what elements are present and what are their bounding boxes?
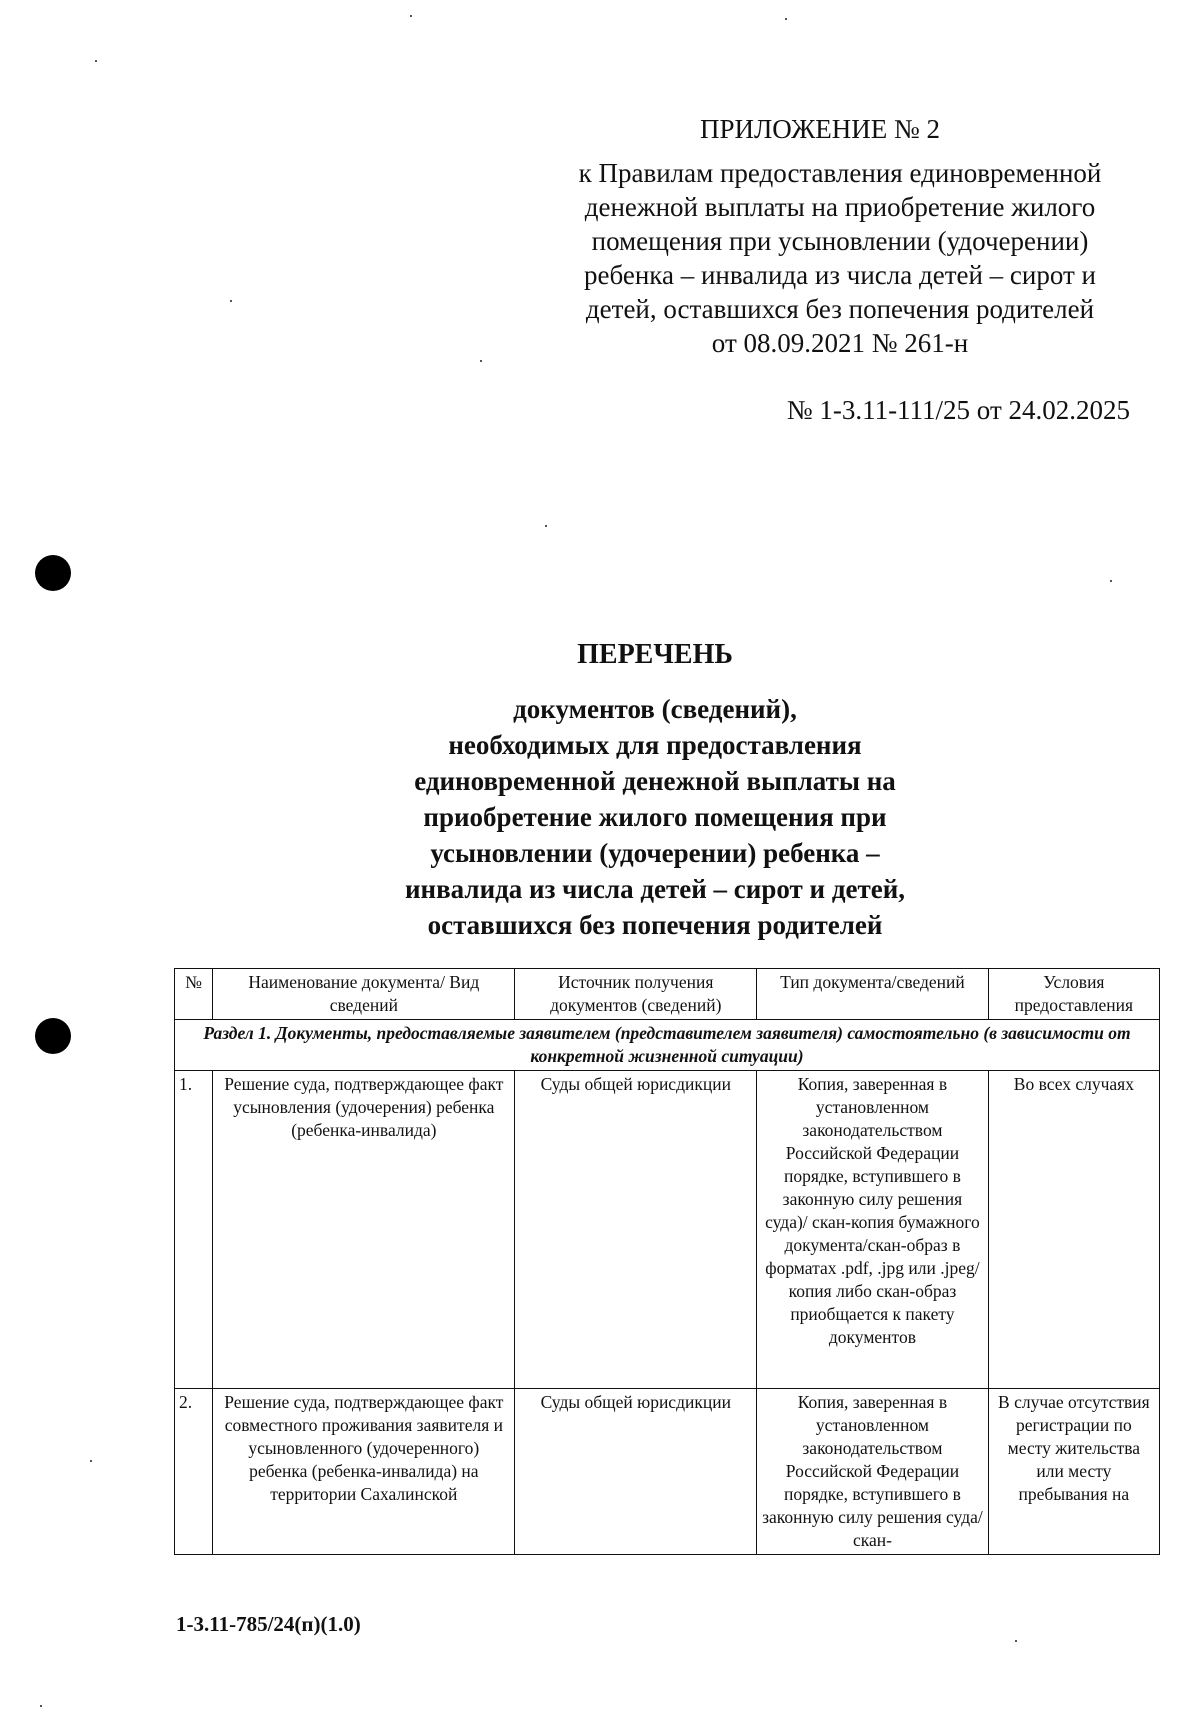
row-condition: В случае отсутствия регистрации по месту жительства или месту пребывания на bbox=[988, 1389, 1159, 1555]
scan-speck bbox=[1110, 580, 1112, 582]
header-type: Тип документа/сведений bbox=[757, 969, 989, 1020]
row-type: Копия, заверенная в установленном законодательством Российской Федерации порядке, вступившего в законную силу решения суда)/ скан-копия бумажного документа/скан-образ в форматах .pdf, .jpg или .jpeg/ копия либо скан-образ приобщается к пакету документов bbox=[757, 1071, 989, 1389]
row-name: Решение суда, подтверждающее факт совместного проживания заявителя и усыновленного (удочеренного) ребенка (ребенка-инвалида) на территории Сахалинской bbox=[213, 1389, 515, 1555]
scan-speck bbox=[95, 60, 97, 62]
appendix-line: детей, оставшихся без попечения родителей bbox=[585, 294, 1095, 324]
header-source: Источник получения документов (сведений) bbox=[515, 969, 757, 1020]
row-source: Суды общей юрисдикции bbox=[515, 1389, 757, 1555]
scan-speck bbox=[40, 1705, 42, 1707]
row-number: 2. bbox=[175, 1389, 213, 1555]
punch-hole-top bbox=[35, 555, 71, 591]
documents-table bbox=[174, 968, 1160, 1555]
header-name: Наименование документа/ Вид сведений bbox=[213, 969, 515, 1020]
punch-hole-bottom bbox=[35, 1018, 71, 1054]
appendix-header bbox=[560, 112, 1120, 360]
title-line: приобретение жилого помещения при bbox=[423, 802, 887, 832]
header-number: № bbox=[175, 969, 213, 1020]
title-line: единовременной денежной выплаты на bbox=[414, 766, 896, 796]
row-type: Копия, заверенная в установленном законодательством Российской Федерации порядке, вступившего в законную силу решения суда/ скан- bbox=[757, 1389, 989, 1555]
title-line: усыновлении (удочерении) ребенка – bbox=[430, 838, 880, 868]
table-row bbox=[175, 1389, 1160, 1555]
scan-speck bbox=[1015, 1640, 1017, 1642]
appendix-heading: ПРИЛОЖЕНИЕ № 2 bbox=[699, 114, 941, 144]
header-condition: Условия предоставления bbox=[988, 969, 1159, 1020]
footer-code: 1-3.11-785/24(п)(1.0) bbox=[176, 1612, 361, 1636]
table-row bbox=[175, 1071, 1160, 1389]
scan-speck bbox=[785, 18, 787, 20]
scan-speck bbox=[410, 15, 412, 17]
title-line: необходимых для предоставления bbox=[448, 730, 862, 760]
title-line: документов (сведений), bbox=[513, 694, 797, 724]
row-condition: Во всех случаях bbox=[988, 1071, 1159, 1389]
title-main: ПЕРЕЧЕНЬ bbox=[577, 639, 733, 670]
row-source: Суды общей юрисдикции bbox=[515, 1071, 757, 1389]
scan-speck bbox=[90, 1460, 92, 1462]
scan-speck bbox=[230, 300, 232, 302]
appendix-line: денежной выплаты на приобретение жилого bbox=[584, 192, 1096, 222]
title-line: инвалида из числа детей – сирот и детей, bbox=[404, 874, 906, 904]
scan-speck bbox=[480, 360, 482, 362]
section-row bbox=[175, 1020, 1160, 1071]
section-title: Раздел 1. Документы, предоставляемые заявителем (представителем заявителя) самостоятельно (в зависимости от конкретной жизненной ситуации) bbox=[175, 1020, 1160, 1071]
row-number: 1. bbox=[175, 1071, 213, 1389]
table-header-row bbox=[175, 969, 1160, 1020]
appendix-line: к Правилам предоставления единовременной bbox=[578, 158, 1102, 188]
appendix-line: помещения при усыновлении (удочерении) bbox=[591, 226, 1089, 256]
appendix-line: от 08.09.2021 № 261-н bbox=[711, 328, 969, 358]
appendix-line: ребенка – инвалида из числа детей – сирот и bbox=[583, 260, 1096, 290]
title-line: оставшихся без попечения родителей bbox=[427, 910, 883, 940]
document-title bbox=[300, 637, 1010, 943]
scan-speck bbox=[545, 525, 547, 527]
registration-number: № 1-3.11-111/25 от 24.02.2025 bbox=[786, 395, 1130, 425]
row-name: Решение суда, подтверждающее факт усыновления (удочерения) ребенка (ребенка-инвалида) bbox=[213, 1071, 515, 1389]
